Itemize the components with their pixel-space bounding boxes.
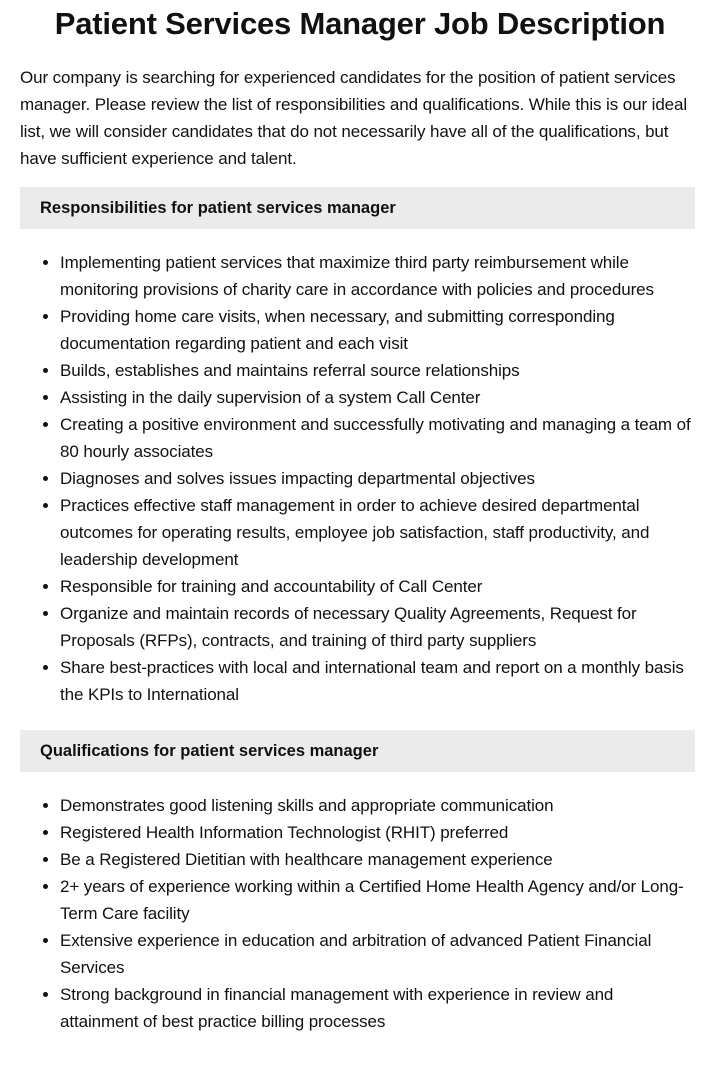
page-title: Patient Services Manager Job Description <box>54 6 666 41</box>
responsibilities-list <box>20 249 695 708</box>
list-item: • Responsible for training and accountability of Call Center <box>60 573 695 600</box>
list-item: • Creating a positive environment and successfully motivating and managing a team of 80 hourly associates <box>60 411 695 465</box>
qualifications-list <box>20 792 695 1035</box>
list-item: • Extensive experience in education and arbitration of advanced Patient Financial Services <box>60 927 695 981</box>
list-item: • Be a Registered Dietitian with healthcare management experience <box>60 846 695 873</box>
list-item: • Builds, establishes and maintains referral source relationships <box>60 357 695 384</box>
list-item: • Assisting in the daily supervision of a system Call Center <box>60 384 695 411</box>
list-item: • Providing home care visits, when necessary, and submitting corresponding documentation regarding patient and each visit <box>60 303 695 357</box>
list-item: • Diagnoses and solves issues impacting departmental objectives <box>60 465 695 492</box>
list-item: • Registered Health Information Technologist (RHIT) preferred <box>60 819 695 846</box>
list-item: • Strong background in financial management with experience in review and attainment of best practice billing processes <box>60 981 695 1035</box>
list-item: • Share best-practices with local and international team and report on a monthly basis the KPIs to International <box>60 654 695 708</box>
list-item: • Practices effective staff management in order to achieve desired departmental outcomes for operating results, employee job satisfaction, staff productivity, and leadership development <box>60 492 695 573</box>
list-item: • Implementing patient services that maximize third party reimbursement while monitoring provisions of charity care in accordance with policies and procedures <box>60 249 695 303</box>
list-item: • 2+ years of experience working within a Certified Home Health Agency and/or Long-Term Care facility <box>60 873 695 927</box>
list-item: • Organize and maintain records of necessary Quality Agreements, Request for Proposals (RFPs), contracts, and training of third party suppliers <box>60 600 695 654</box>
responsibilities-heading: Responsibilities for patient services manager <box>20 187 695 229</box>
list-item: • Demonstrates good listening skills and appropriate communication <box>60 792 695 819</box>
qualifications-heading: Qualifications for patient services manager <box>20 730 695 772</box>
intro-paragraph: Our company is searching for experienced candidates for the position of patient services manager. Please review the list of responsibilities and qualifications. While this is our ideal list, we will consider candidates that do not necessarily have all of the qualifications, but have sufficient experience and talent. <box>20 68 688 168</box>
